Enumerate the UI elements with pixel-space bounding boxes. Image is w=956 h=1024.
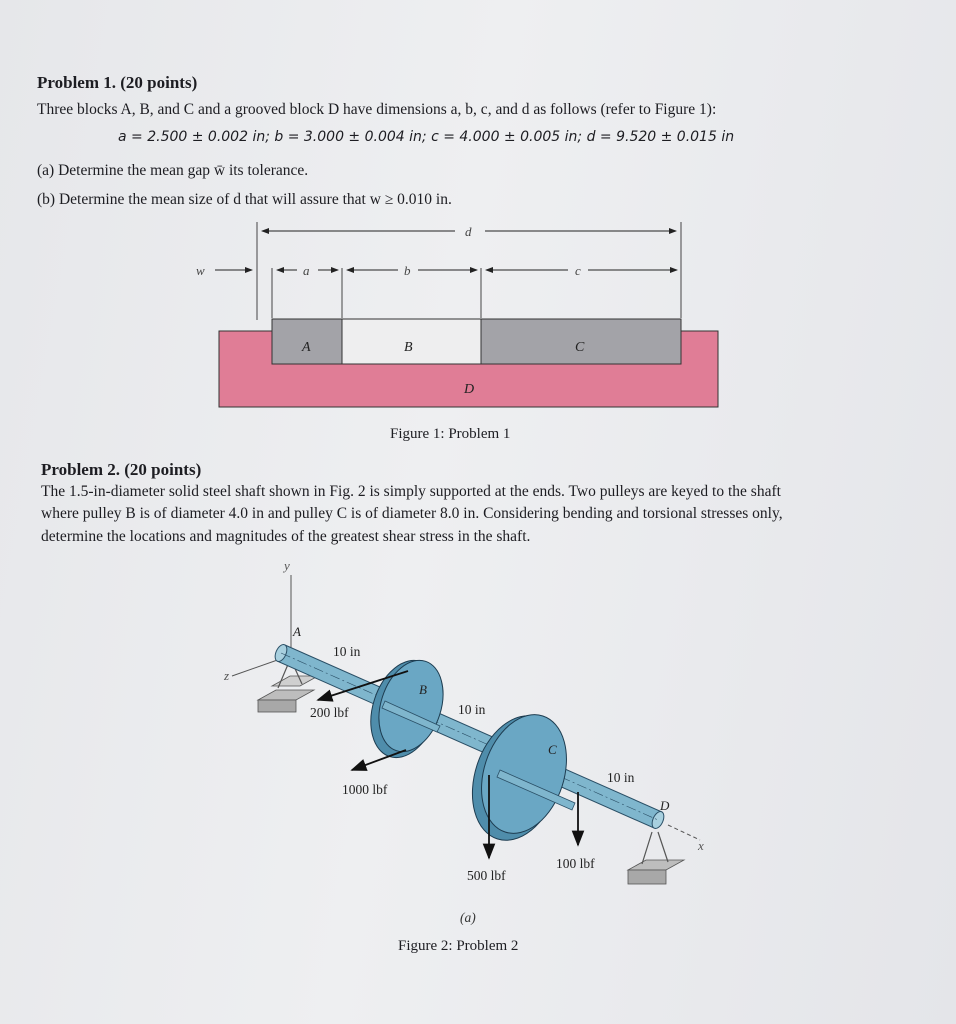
problem1-part-a: (a) Determine the mean gap w̄ its tolerance. — [37, 162, 309, 179]
length-ab-label: 10 in — [333, 644, 361, 659]
block-c-label: C — [575, 340, 585, 355]
block-d-label: D — [464, 382, 475, 397]
axis-x-label: x — [698, 838, 704, 853]
problem1-equation: a = 2.500 ± 0.002 in; b = 3.000 ± 0.004 in; c = 4.000 ± 0.005 in; d = 9.520 ± 0.015 in — [118, 129, 735, 145]
dim-b-label: b — [404, 263, 411, 278]
support-right — [628, 832, 684, 884]
force-1000-label: 1000 lbf — [342, 782, 388, 797]
problem2-line1: The 1.5-in-diameter solid steel shaft shown in Fig. 2 is simply supported at the ends. Two pulleys are keyed to the shaft — [41, 483, 781, 500]
length-cd-label: 10 in — [607, 770, 635, 785]
figure2-sublabel: (a) — [460, 910, 476, 925]
pulley-c — [457, 704, 581, 852]
dim-a-label: a — [303, 263, 310, 278]
axis-z-label: z — [224, 668, 230, 683]
point-c-label: C — [548, 742, 557, 757]
length-bc-label: 10 in — [458, 702, 486, 717]
problem2-line3: determine the locations and magnitudes of the greatest shear stress in the shaft. — [41, 528, 531, 545]
figure1-caption: Figure 1: Problem 1 — [390, 426, 511, 442]
block-b-label: B — [404, 340, 413, 355]
problem1-part-b: (b) Determine the mean size of d that will assure that w ≥ 0.010 in. — [37, 191, 452, 208]
axis-y-label: y — [284, 558, 290, 573]
force-500-label: 500 lbf — [467, 868, 506, 883]
point-a-label: A — [293, 624, 301, 639]
problem1-heading: Problem 1. (20 points) — [37, 73, 198, 92]
point-b-label: B — [419, 682, 427, 697]
block-a-label: A — [302, 340, 311, 355]
problem2-line2: where pulley B is of diameter 4.0 in and pulley C is of diameter 8.0 in. Considering bending and torsional stresses only, — [41, 505, 783, 522]
dim-d-label: d — [465, 224, 472, 239]
figure2-caption: Figure 2: Problem 2 — [398, 938, 519, 954]
shaft — [273, 643, 666, 831]
pulley-b — [359, 652, 454, 767]
dim-w-label: w — [196, 263, 205, 278]
point-d-label: D — [660, 798, 670, 813]
dim-c-label: c — [575, 263, 581, 278]
force-200-label: 200 lbf — [310, 705, 349, 720]
force-1000-arrow — [352, 750, 406, 770]
problem1-intro: Three blocks A, B, and C and a grooved block D have dimensions a, b, c, and d as follows (refer to Figure 1): — [37, 101, 717, 118]
problem2-heading: Problem 2. (20 points) — [41, 460, 202, 479]
force-100-label: 100 lbf — [556, 856, 595, 871]
